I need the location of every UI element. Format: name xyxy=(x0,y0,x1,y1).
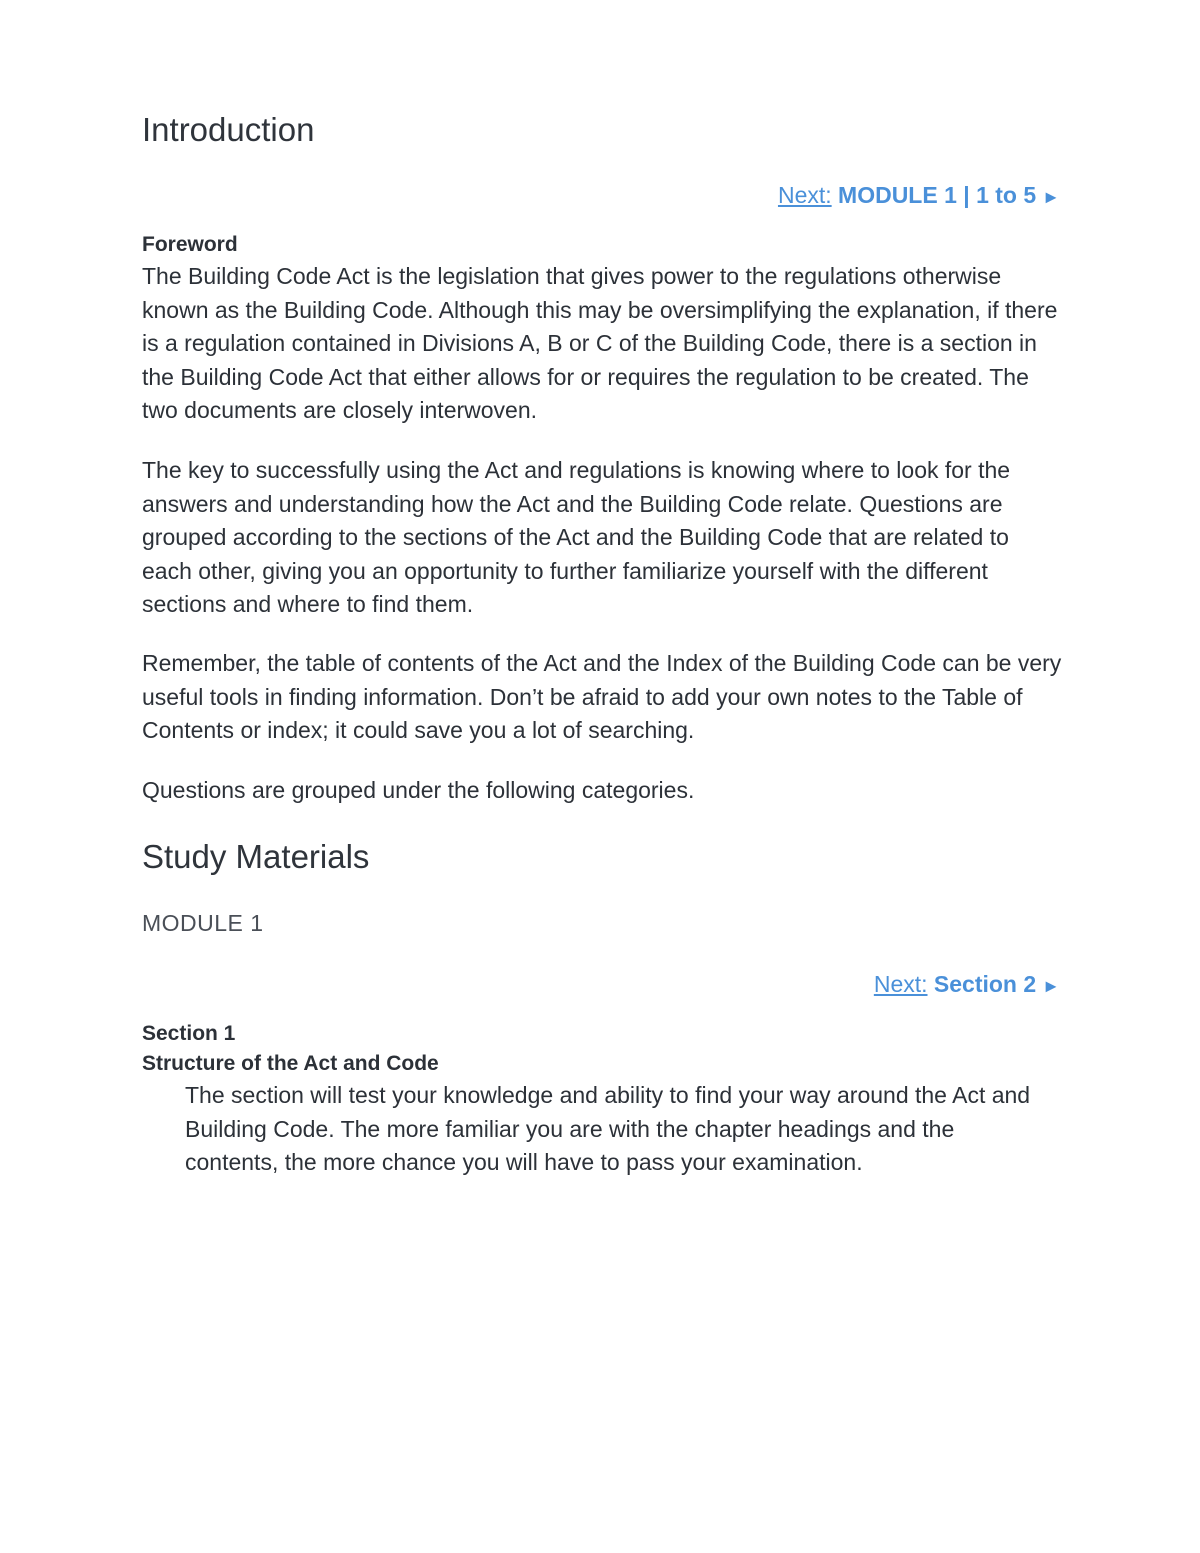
intro-paragraph: Remember, the table of contents of the Act and the Index of the Building Code can be very useful tools in finding information. Don’t be afraid to add your own notes to the Table of Contents or index; it could save you a lot of searching. xyxy=(142,650,1062,743)
next-module-target[interactable]: MODULE 1 | 1 to 5 xyxy=(838,182,1037,208)
section-title: Structure of the Act and Code xyxy=(142,1052,439,1075)
foreword-label: Foreword xyxy=(142,233,238,256)
next-link[interactable]: Next: xyxy=(777,182,832,208)
module-label: MODULE 1 xyxy=(142,910,264,936)
intro-paragraph: The key to successfully using the Act and regulations is knowing where to look for the answers and understanding how the Act and the Building Code relate. Questions are grouped according to the sections of the Act and the Building Code that are related to each other, giving you an opportunity to further familiarize yourself with the different sections and where to find them. xyxy=(142,457,1011,617)
next-link[interactable]: Next: xyxy=(873,971,928,997)
intro-paragraph: The Building Code Act is the legislation that gives power to the regulations otherwise known as the Building Code. Although this may be oversimplifying the explanation, if there is a regulation contained in Divisions A, B or C of the Building Code, there is a section in the Building Code Act that either allows for or requires the regulation to be created. The two documents are closely interwoven. xyxy=(142,263,1058,423)
next-section-target[interactable]: Section 2 xyxy=(933,971,1037,997)
next-module-nav xyxy=(142,180,1060,212)
introduction-heading: Introduction xyxy=(142,111,315,148)
section-description: The section will test your knowledge and ability to find your way around the Act and Building Code. The more familiar you are with the chapter headings and the contents, the more chance you will have to pass your examination. xyxy=(185,1082,1031,1175)
arrow-right-icon[interactable]: ► xyxy=(1042,976,1060,996)
next-section-nav xyxy=(142,969,1060,1001)
intro-paragraph: Questions are grouped under the following categories. xyxy=(142,777,695,803)
section-label: Section 1 xyxy=(142,1022,236,1045)
arrow-right-icon[interactable]: ► xyxy=(1042,187,1060,207)
study-materials-heading: Study Materials xyxy=(142,838,370,875)
